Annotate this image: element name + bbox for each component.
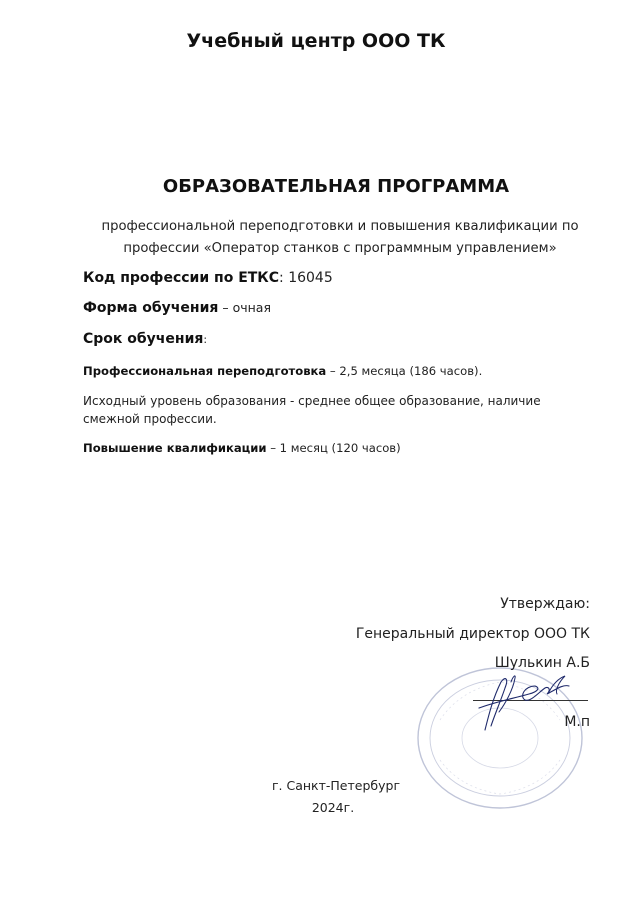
retraining-label: Профессиональная переподготовка (83, 364, 327, 378)
document-title: ОБРАЗОВАТЕЛЬНАЯ ПРОГРАММА (162, 176, 510, 197)
study-term-line (83, 331, 207, 347)
study-form-label: Форма обучения (83, 300, 219, 316)
study-form-line (83, 300, 271, 316)
retraining-line (83, 364, 482, 378)
profession-code-line (83, 270, 333, 286)
retraining-value: – 2,5 месяца (186 часов). (326, 364, 483, 378)
document-subtitle (60, 216, 620, 260)
upgrade-line (83, 441, 401, 455)
study-term-label: Срок обучения (83, 331, 204, 347)
study-form-value: – очная (218, 300, 271, 315)
entry-requirement: Исходный уровень образования - среднее общее образование, наличие смежной профессии. (83, 394, 541, 426)
profession-code-label: Код профессии по ЕТКС (83, 270, 280, 286)
study-term-value: : (203, 333, 208, 346)
subtitle-line-2: профессии «Оператор станков с программным управлением» (123, 241, 557, 256)
seal-mark: М.п (564, 714, 590, 730)
document-year: 2024г. (311, 800, 355, 815)
director-name: Шулькин А.Б (494, 655, 590, 671)
subtitle-line-1: профессиональной переподготовки и повышения квалификации по (101, 219, 579, 234)
approve-label: Утверждаю: (500, 596, 590, 612)
organization-title: Учебный центр ООО ТК (186, 30, 446, 52)
profession-code-value: : 16045 (279, 270, 333, 286)
upgrade-value: – 1 месяц (120 часов) (266, 441, 401, 455)
city-name: г. Санкт-Петербург (271, 778, 401, 793)
director-position: Генеральный директор ООО ТК (355, 626, 590, 642)
upgrade-label: Повышение квалификации (83, 441, 267, 455)
